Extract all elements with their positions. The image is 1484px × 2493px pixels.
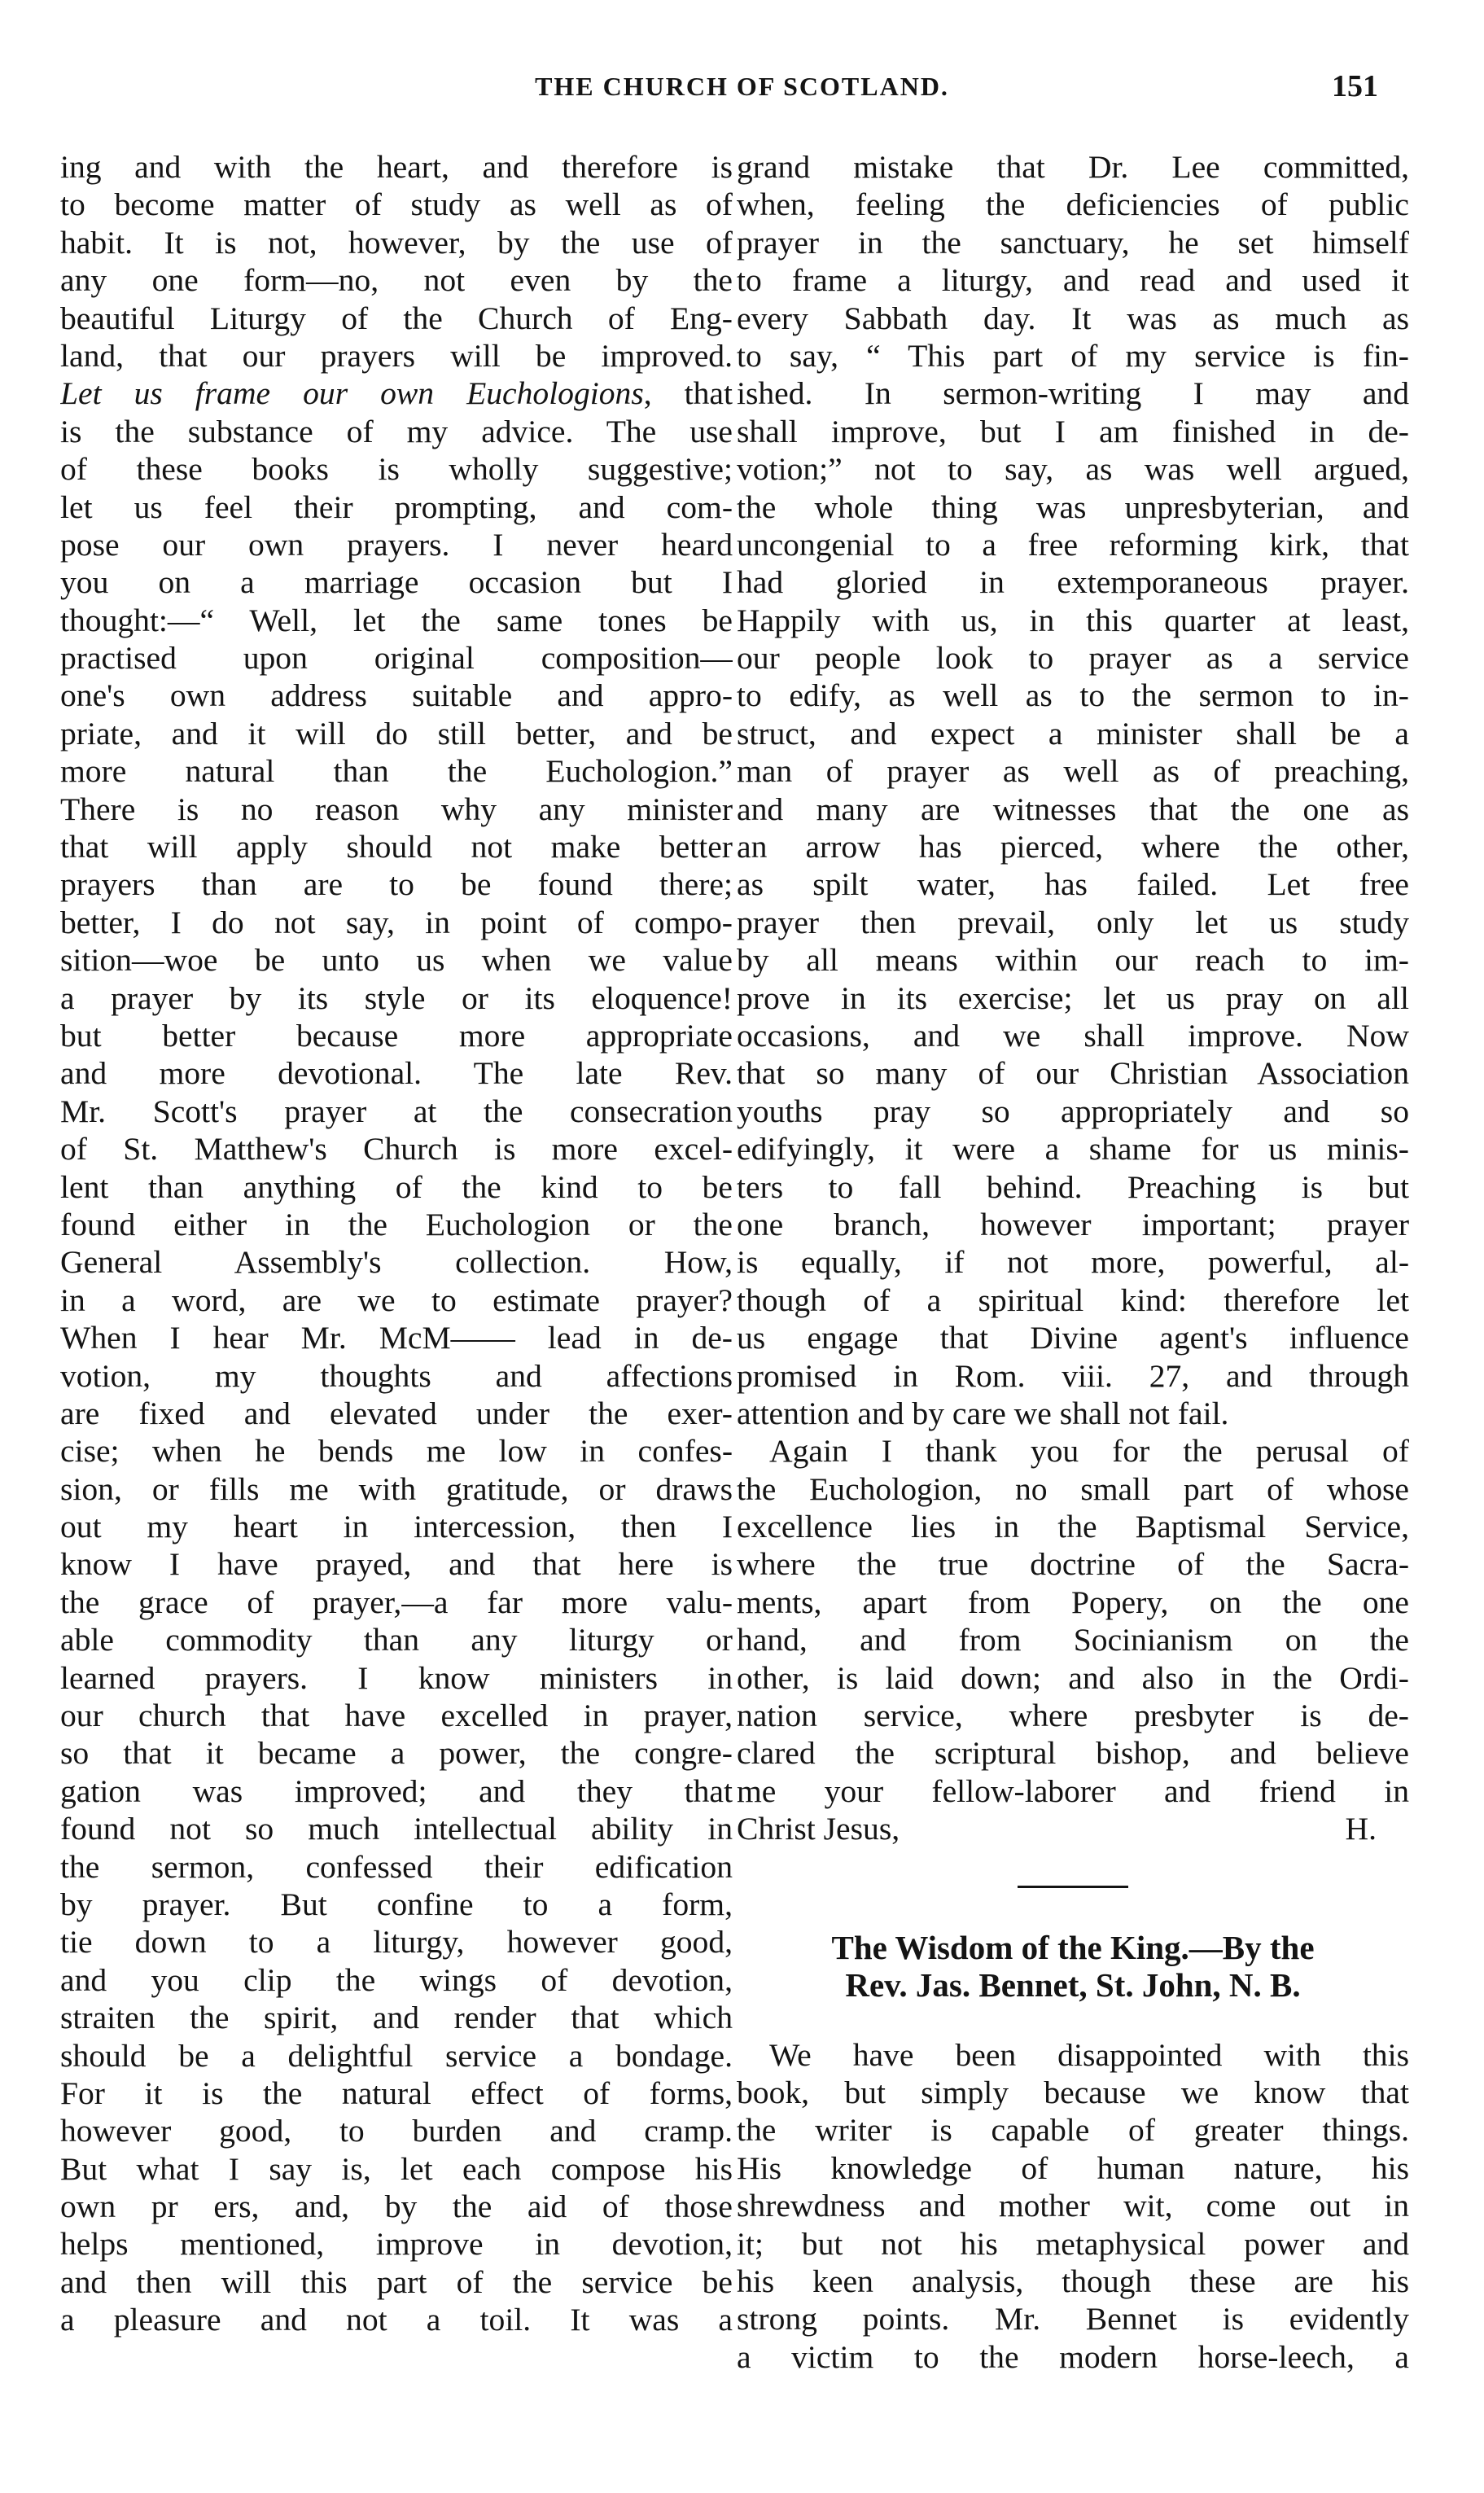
text-line: helps mentioned, improve in devotion, (60, 2226, 733, 2263)
review-body (737, 2036, 1409, 2377)
text-line: the Euchologion, no small part of whose (737, 1470, 1409, 1507)
text-line: For it is the natural effect of forms, (60, 2075, 733, 2111)
text-line: ments, apart from Popery, on the one (737, 1584, 1409, 1620)
text-line: straiten the spirit, and render that which (60, 2000, 733, 2036)
text-line: gation was improved; and they that (60, 1772, 733, 1809)
text-line: found either in the Euchologion or the (60, 1206, 733, 1242)
text-line: other, is laid down; and also in the Ordi- (737, 1659, 1409, 1696)
text-line: sition—woe be unto us when we value (60, 942, 733, 979)
text-line: but better because more appropriate (60, 1017, 733, 1054)
text-line: Mr. Scott's prayer at the consecration (60, 1093, 733, 1129)
text-line: of St. Matthew's Church is more excel- (60, 1131, 733, 1168)
text-line: a prayer by its style or its eloquence! (60, 979, 733, 1016)
text-line: prove in its exercise; let us pray on all (737, 979, 1409, 1016)
text-line: the grace of prayer,—a far more valu- (60, 1584, 733, 1620)
text-line: you on a marriage occasion but I (60, 564, 733, 601)
text-line: prayer then prevail, only let us study (737, 904, 1409, 940)
text-line: one branch, however important; prayer (737, 1206, 1409, 1242)
text-line: When I hear Mr. McM—— lead in de- (60, 1320, 733, 1356)
text-line: by prayer. But confine to a form, (60, 1886, 733, 1922)
text-line: able commodity than any liturgy or (60, 1622, 733, 1658)
text-line: and many are witnesses that the one as (737, 791, 1409, 827)
text-line: and then will this part of the service be (60, 2263, 733, 2300)
text-line: when, feeling the deficiencies of public (737, 186, 1409, 223)
review-heading (737, 1929, 1409, 2004)
text-line: more natural than the Euchologion.” (60, 753, 733, 790)
text-line: to edify, as well as to the sermon to in- (737, 677, 1409, 714)
letter-continuation (737, 148, 1409, 1432)
text-line: learned prayers. I know ministers in (60, 1659, 733, 1696)
text-line: are fixed and elevated under the exer- (60, 1395, 733, 1431)
text-line: a pleasure and not a toil. It was a (60, 2302, 733, 2338)
text-line: Happily with us, in this quarter at least, (737, 602, 1409, 638)
text-line: edifyingly, it were a shame for us minis- (737, 1131, 1409, 1168)
text-line: to become matter of study as well as of (60, 186, 733, 223)
text-line: prayer in the sanctuary, he set himself (737, 224, 1409, 261)
text-line: so that it became a power, the congre- (60, 1735, 733, 1772)
text-line: any one form—no, not even by the (60, 262, 733, 299)
text-line: our church that have excelled in prayer, (60, 1698, 733, 1734)
text-line: occasions, and we shall improve. Now (737, 1017, 1409, 1054)
text-line: strong points. Mr. Bennet is evidently (737, 2301, 1409, 2337)
text-line: cise; when he bends me low in confes- (60, 1433, 733, 1470)
text-line: General Assembly's collection. How, (60, 1244, 733, 1281)
text-line: excellence lies in the Baptismal Service, (737, 1509, 1409, 1545)
text-line: by all means within our reach to im- (737, 942, 1409, 979)
review-heading-line: The Wisdom of the King.—By the (831, 1928, 1315, 1966)
text-line: a victim to the modern horse-leech, a (737, 2338, 1409, 2375)
text-line: and you clip the wings of devotion, (60, 1961, 733, 1998)
text-line: should be a delightful service a bondage. (60, 2037, 733, 2074)
text-line: it; but not his metaphysical power and (737, 2225, 1409, 2262)
text-line: where the true doctrine of the Sacra- (737, 1546, 1409, 1583)
text-line: every Sabbath day. It was as much as (737, 300, 1409, 336)
text-line: Let us frame our own Euchologions, that (60, 375, 733, 412)
text-line: our people look to prayer as a service (737, 640, 1409, 677)
text-line: as spilt water, has failed. Let free (737, 866, 1409, 903)
text-line: We have been disappointed with this (769, 2036, 1409, 2073)
text-line: Again I thank you for the perusal of (769, 1433, 1409, 1470)
text-line: pose our own prayers. I never heard (60, 526, 733, 563)
text-line: own pr ers, and, by the aid of those (60, 2188, 733, 2225)
text-line: votion;” not to say, as was well argued, (737, 451, 1409, 488)
text-line: let us feel their prompting, and com- (60, 489, 733, 525)
text-line: struct, and expect a minister shall be a (737, 715, 1409, 751)
text-line: to frame a liturgy, and read and used it (737, 262, 1409, 299)
signature-line (737, 1810, 1409, 1847)
letter-closing-paragraph (737, 1432, 1409, 1810)
text-line: tie down to a liturgy, however good, (60, 1924, 733, 1961)
closing-text: Christ Jesus, (737, 1811, 900, 1847)
text-line: found not so much intellectual ability in (60, 1811, 733, 1847)
text-line: practised upon original composition— (60, 640, 733, 677)
text-line: beautiful Liturgy of the Church of Eng- (60, 300, 733, 336)
text-line: though of a spiritual kind: therefore let (737, 1282, 1409, 1318)
text-line: But what I say is, let each compose his (60, 2150, 733, 2187)
text-line: shrewdness and mother wit, come out in (737, 2188, 1409, 2224)
running-head: THE CHURCH OF SCOTLAND. (535, 72, 949, 101)
text-line: habit. It is not, however, by the use of (60, 224, 733, 261)
text-line: ters to fall behind. Preaching is but (737, 1168, 1409, 1205)
text-line: There is no reason why any minister (60, 791, 733, 827)
text-line: prayers than are to be found there; (60, 866, 733, 903)
section-divider (1018, 1886, 1128, 1888)
text-line: His knowledge of human nature, his (737, 2149, 1409, 2186)
text-line: grand mistake that Dr. Lee committed, (737, 149, 1409, 185)
text-line: in a word, are we to estimate prayer? (60, 1282, 733, 1318)
text-line: is the substance of my advice. The use (60, 413, 733, 449)
text-line: ing and with the heart, and therefore is (60, 149, 733, 185)
text-line: priate, and it will do still better, and be (60, 715, 733, 751)
signature: H. (1345, 1811, 1377, 1847)
text-line: better, I do not say, in point of compo- (60, 904, 733, 940)
text-line: however good, to burden and cramp. (60, 2113, 733, 2149)
text-line: one's own address suitable and appro- (60, 677, 733, 714)
text-line: youths pray so appropriately and so (737, 1093, 1409, 1129)
text-line: know I have prayed, and that here is (60, 1546, 733, 1583)
text-line: the writer is capable of greater things. (737, 2112, 1409, 2149)
text-line: book, but simply because we know that (737, 2074, 1409, 2110)
text-line: the whole thing was unpresbyterian, and (737, 489, 1409, 525)
text-line: had gloried in extemporaneous prayer. (737, 564, 1409, 601)
text-line: uncongenial to a free reforming kirk, that (737, 526, 1409, 563)
text-line: the sermon, confessed their edification (60, 1848, 733, 1885)
text-line: hand, and from Socinianism on the (737, 1622, 1409, 1658)
text-line: shall improve, but I am finished in de- (737, 413, 1409, 449)
text-line: man of prayer as well as of preaching, (737, 753, 1409, 790)
page-number: 151 (1332, 69, 1378, 103)
text-line: us engage that Divine agent's influence (737, 1320, 1409, 1356)
text-line: that so many of our Christian Association (737, 1055, 1409, 1092)
text-line: clared the scriptural bishop, and believe (737, 1735, 1409, 1772)
text-line: his keen analysis, though these are his (737, 2263, 1409, 2299)
text-line: an arrow has pierced, where the other, (737, 829, 1409, 865)
text-line: and more devotional. The late Rev. (60, 1055, 733, 1092)
text-line: of these books is wholly suggestive; (60, 451, 733, 488)
text-line: ished. In sermon-writing I may and (737, 375, 1409, 412)
page-header (0, 69, 1484, 120)
text-line: me your fellow-laborer and friend in (737, 1772, 1409, 1809)
left-column (60, 148, 733, 2339)
text-line: is equally, if not more, powerful, al- (737, 1244, 1409, 1281)
text-line: that will apply should not make better (60, 829, 733, 865)
text-line: attention and by care we shall not fail. (737, 1395, 1229, 1431)
text-line: votion, my thoughts and affections (60, 1357, 733, 1394)
text-line: lent than anything of the kind to be (60, 1168, 733, 1205)
text-line: land, that our prayers will be improved. (60, 337, 733, 374)
review-heading-line: Rev. Jas. Bennet, St. John, N. B. (845, 1965, 1301, 2004)
text-line: out my heart in intercession, then I (60, 1509, 733, 1545)
text-line: nation service, where presbyter is de- (737, 1698, 1409, 1734)
text-line: sion, or fills me with gratitude, or draws (60, 1470, 733, 1507)
right-column (737, 148, 1409, 2376)
text-line: thought:—“ Well, let the same tones be (60, 602, 733, 638)
text-line: to say, “ This part of my service is fin- (737, 337, 1409, 374)
text-line: promised in Rom. viii. 27, and through (737, 1357, 1409, 1394)
